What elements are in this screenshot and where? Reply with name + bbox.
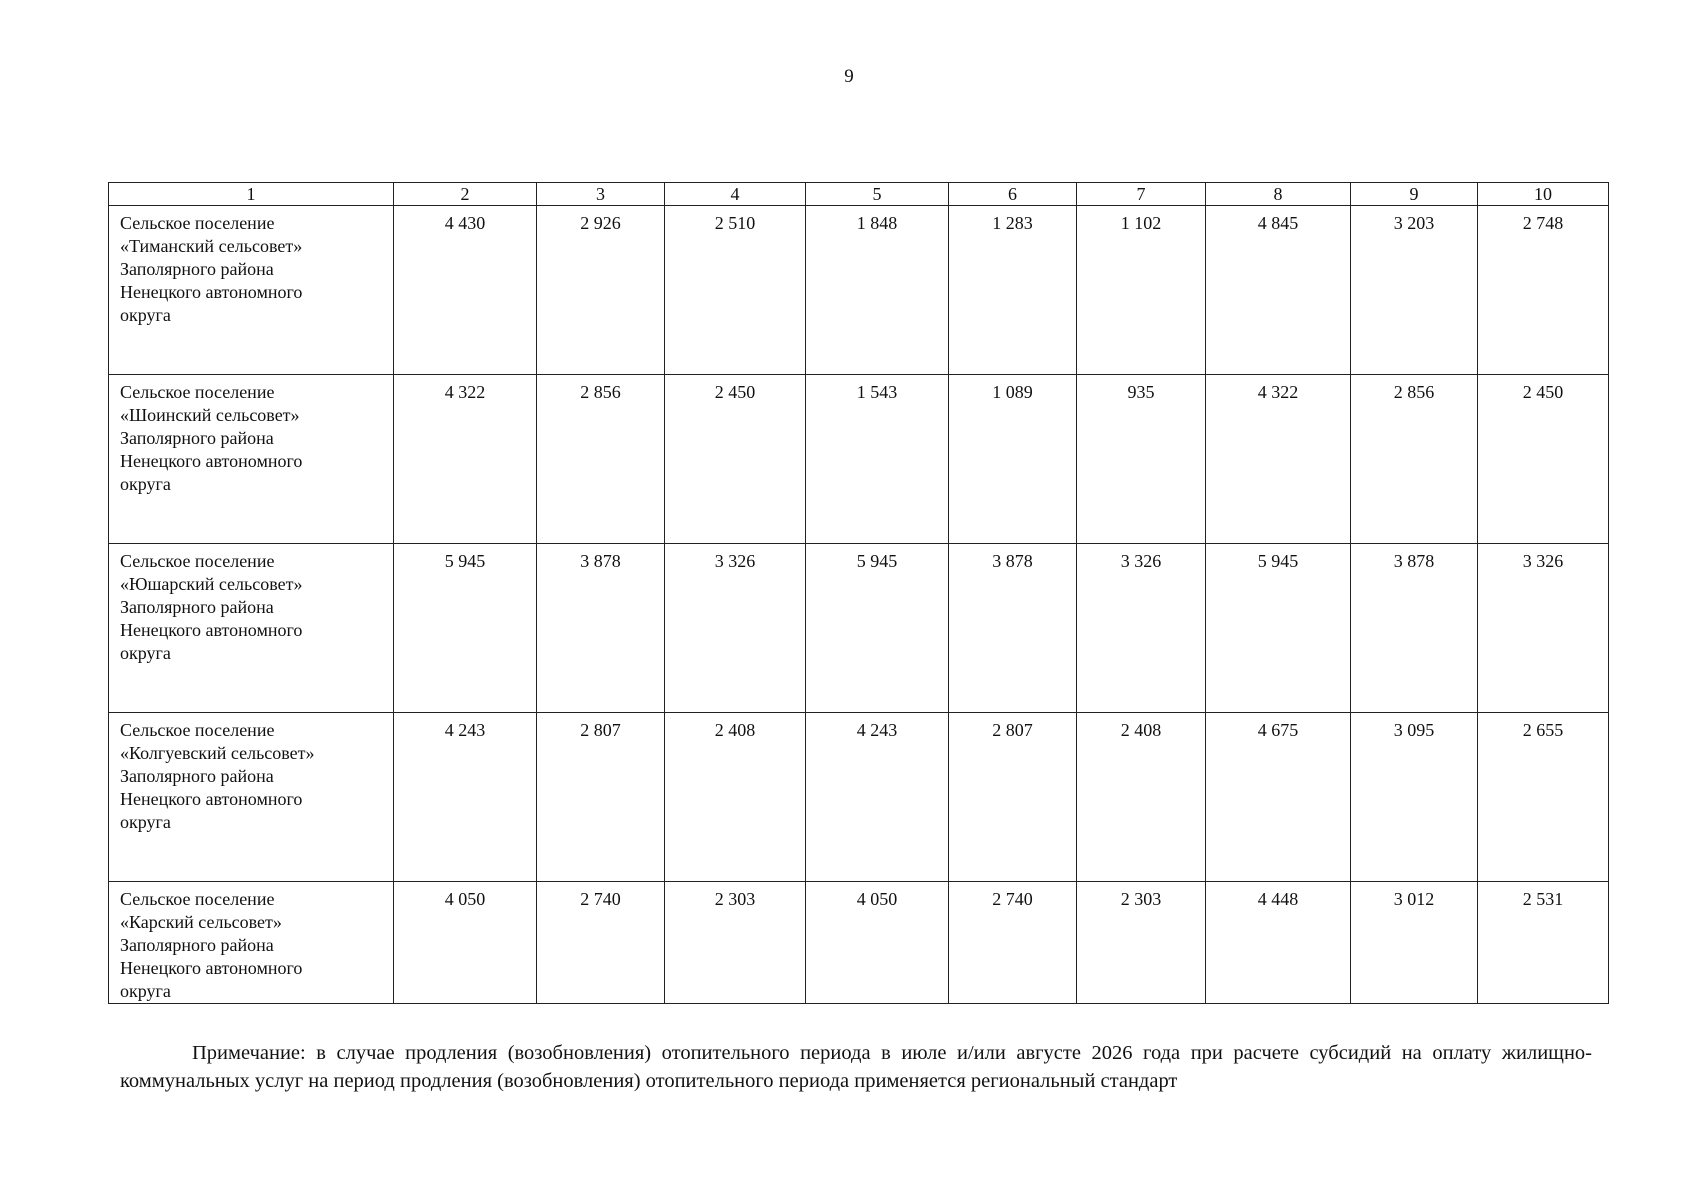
value-cell: 4 243 [806,713,949,882]
value-cell: 935 [1077,375,1206,544]
table-row [109,544,1609,713]
page-number: 9 [844,66,854,87]
column-header-6: 6 [949,183,1077,206]
value-cell: 2 303 [665,882,806,1004]
value-cell: 4 322 [394,375,537,544]
value-cell: 2 303 [1077,882,1206,1004]
value-cell: 1 089 [949,375,1077,544]
value-cell: 2 740 [949,882,1077,1004]
value-cell: 2 740 [537,882,665,1004]
value-cell: 5 945 [1206,544,1351,713]
value-cell: 2 807 [537,713,665,882]
column-header-3: 3 [537,183,665,206]
value-cell: 3 326 [665,544,806,713]
name-line: Ненецкого автономного [120,958,303,978]
column-header-5: 5 [806,183,949,206]
table-row [109,206,1609,375]
value-cell: 4 845 [1206,206,1351,375]
name-line: «Шоинский сельсовет» [120,405,300,425]
value-cell: 3 878 [949,544,1077,713]
column-header-2: 2 [394,183,537,206]
header-row [109,183,1609,206]
name-line: Ненецкого автономного [120,789,303,809]
settlement-name-cell [109,206,394,375]
value-cell: 2 531 [1478,882,1609,1004]
subsidy-standards-table [108,182,1609,1004]
value-cell: 4 322 [1206,375,1351,544]
value-cell: 3 878 [1351,544,1478,713]
value-cell: 2 408 [1077,713,1206,882]
name-line: округа [120,474,171,494]
name-line: Ненецкого автономного [120,451,303,471]
column-header-9: 9 [1351,183,1478,206]
table-row [109,375,1609,544]
value-cell: 2 408 [665,713,806,882]
settlement-name-cell [109,375,394,544]
value-cell: 3 095 [1351,713,1478,882]
value-cell: 3 012 [1351,882,1478,1004]
value-cell: 1 848 [806,206,949,375]
value-cell: 3 326 [1478,544,1609,713]
name-line: Сельское поселение [120,213,275,233]
name-line: «Карский сельсовет» [120,912,282,932]
name-line: округа [120,305,171,325]
value-cell: 4 243 [394,713,537,882]
value-cell: 2 450 [1478,375,1609,544]
value-cell: 2 748 [1478,206,1609,375]
name-line: округа [120,643,171,663]
value-cell: 2 926 [537,206,665,375]
footnote: Примечание: в случае продления (возобновления) отопительного периода в июле и/или августе 2026 года при расчете субсидий на оплату жилищно-коммунальных услуг на период продления (возобновления) отопительного периода применяется региональный стандарт [120,1041,1592,1092]
value-cell: 2 856 [1351,375,1478,544]
name-line: «Колгуевский сельсовет» [120,743,315,763]
value-cell: 2 510 [665,206,806,375]
name-line: Ненецкого автономного [120,620,303,640]
name-line: Заполярного района [120,259,274,279]
value-cell: 4 448 [1206,882,1351,1004]
value-cell: 4 430 [394,206,537,375]
name-line: «Тиманский сельсовет» [120,236,303,256]
name-line: Сельское поселение [120,551,275,571]
value-cell: 5 945 [394,544,537,713]
value-cell: 1 102 [1077,206,1206,375]
column-header-8: 8 [1206,183,1351,206]
value-cell: 1 283 [949,206,1077,375]
value-cell: 2 807 [949,713,1077,882]
value-cell: 2 450 [665,375,806,544]
value-cell: 2 655 [1478,713,1609,882]
table-header [109,183,1609,206]
value-cell: 4 675 [1206,713,1351,882]
column-header-1: 1 [109,183,394,206]
settlement-name-cell [109,713,394,882]
table-body [109,206,1609,1004]
column-header-4: 4 [665,183,806,206]
name-line: Заполярного района [120,935,274,955]
name-line: Сельское поселение [120,382,275,402]
name-line: округа [120,812,171,832]
name-line: округа [120,981,171,1001]
name-line: Ненецкого автономного [120,282,303,302]
name-line: Заполярного района [120,597,274,617]
column-header-10: 10 [1478,183,1609,206]
name-line: Заполярного района [120,428,274,448]
table-row [109,882,1609,1004]
value-cell: 2 856 [537,375,665,544]
name-line: Заполярного района [120,766,274,786]
column-header-7: 7 [1077,183,1206,206]
value-cell: 3 878 [537,544,665,713]
value-cell: 3 326 [1077,544,1206,713]
settlement-name-cell [109,544,394,713]
settlement-name-cell [109,882,394,1004]
value-cell: 1 543 [806,375,949,544]
value-cell: 5 945 [806,544,949,713]
value-cell: 3 203 [1351,206,1478,375]
name-line: «Юшарский сельсовет» [120,574,303,594]
value-cell: 4 050 [394,882,537,1004]
name-line: Сельское поселение [120,889,275,909]
table-row [109,713,1609,882]
name-line: Сельское поселение [120,720,275,740]
value-cell: 4 050 [806,882,949,1004]
